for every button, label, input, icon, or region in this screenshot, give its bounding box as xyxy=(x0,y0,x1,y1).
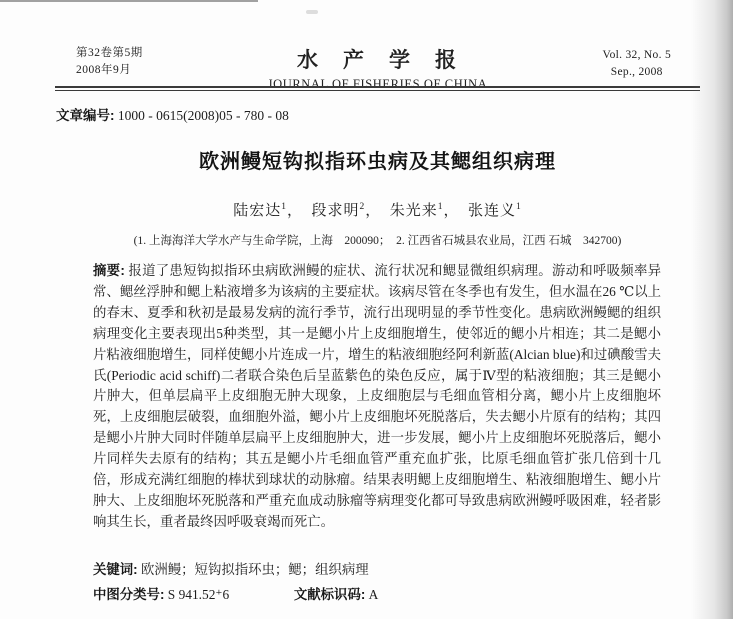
scan-smudge-artifact xyxy=(306,10,318,14)
article-id-label: 文章编号: xyxy=(56,108,115,123)
clc-label: 中图分类号: xyxy=(93,587,165,602)
journal-title-cn: 水 产 学 报 xyxy=(297,48,458,72)
author-affiliation-sup: 1 xyxy=(281,202,287,212)
author: 段求明$^2$ xyxy=(311,202,366,219)
article-id-line xyxy=(56,104,289,124)
author-affiliation-sup: 2 xyxy=(359,202,366,212)
author-list xyxy=(55,199,700,220)
abstract-text: 报道了患短钩拟指环虫病欧洲鳗的症状、流行状况和鳃显微组织病理。游动和呼吸频率异常、鳃丝浮肿和鳃上粘液增多为该病的主要症状。该病尽管在冬季也有发生，但水温在26 ℃以上的春末、夏季和秋初是最易发病的流行季节，流行出现明显的季节性变化。患病欧洲鳗鳃的组织病理变化主要表现出5种类型，其一是鳃小片上皮细胞增生，使邻近的鳃小片相连；其二是鳃小片粘液细胞增生，同样使鳃小片连成一片，增生的粘液细胞经阿利新蓝(Alcian blue)和过碘酸雪夫氏(Periodic acid schiff)二者联合染色后呈蓝紫色的染色反应，属于Ⅳ型的粘液细胞；其三是鳃小片肿大，但单层扁平上皮细胞无肿大现象，上皮细胞层与毛细血管相分离，鳃小片上皮细胞坏死，上皮细胞层破裂，血细胞外溢，鳃小片上皮细胞坏死脱落后，失去鳃小片原有的结构；其四是鳃小片肿大同时伴随单层扁平上皮细胞肿大，进一步发展，鳃小片上皮细胞坏死脱落后，鳃小片同样失去原有的结构；其五是鳃小片毛细血管严重充血扩张，比原毛细血管扩张几倍到十几倍，形成充满红细胞的棒状到球状的动脉瘤。结果表明鳃上皮细胞增生、粘液细胞增生、鳃小片肿大、上皮细胞坏死脱落和严重充血成动脉瘤等病理变化都可导致患病欧洲鳗呼吸困难，轻者影响其生长，重者最终因呼吸衰竭而死亡。 xyxy=(93,263,661,529)
author: 张连义$^1$ xyxy=(468,202,522,219)
keywords-line xyxy=(93,559,661,578)
issue-date-en: Sep., 2008 xyxy=(610,66,663,78)
author-affiliation-sup: 1 xyxy=(437,202,444,212)
doc-code-value: A xyxy=(368,587,379,602)
issue-volume-cn: 第32卷第5期 xyxy=(76,47,143,59)
keywords-label: 关键词: xyxy=(93,562,138,577)
classification-line xyxy=(93,584,661,603)
journal-volume-info xyxy=(602,47,671,81)
scan-shadow xyxy=(691,0,733,619)
abstract-paragraph xyxy=(93,261,661,533)
article-id-value: 1000 - 0615(2008)05 - 780 - 08 xyxy=(117,108,289,123)
doc-code-label: 文献标识码: xyxy=(293,587,366,602)
author-affiliation-sup: 1 xyxy=(516,202,522,212)
author: 陆宏达$^1$ xyxy=(233,202,287,219)
journal-title-en: JOURNAL OF FISHERIES OF CHINA xyxy=(267,77,488,91)
author: 朱光来$^1$ xyxy=(389,202,444,219)
author-separator: ， xyxy=(443,203,469,219)
author-separator: ， xyxy=(286,203,312,219)
paper-title: 欧洲鳗短钩拟指环虫病及其鳃组织病理 xyxy=(199,151,556,173)
keywords-text: 欧洲鳗；短钩拟指环虫；鳃；组织病理 xyxy=(141,562,369,577)
clc-value: S 941.52⁺6 xyxy=(167,587,230,602)
scan-edge-artifact xyxy=(0,0,258,2)
affiliation-line: (1. 上海海洋大学水产与生命学院，上海 200090； 2. 江西省石城县农业局，江西 石城 342700) xyxy=(133,235,622,247)
header-double-rule xyxy=(55,86,700,91)
author-separator: ， xyxy=(365,203,390,219)
issue-date-cn: 2008年9月 xyxy=(76,64,132,76)
abstract-label: 摘要: xyxy=(93,263,125,278)
volume-number-en: Vol. 32, No. 5 xyxy=(602,49,671,61)
